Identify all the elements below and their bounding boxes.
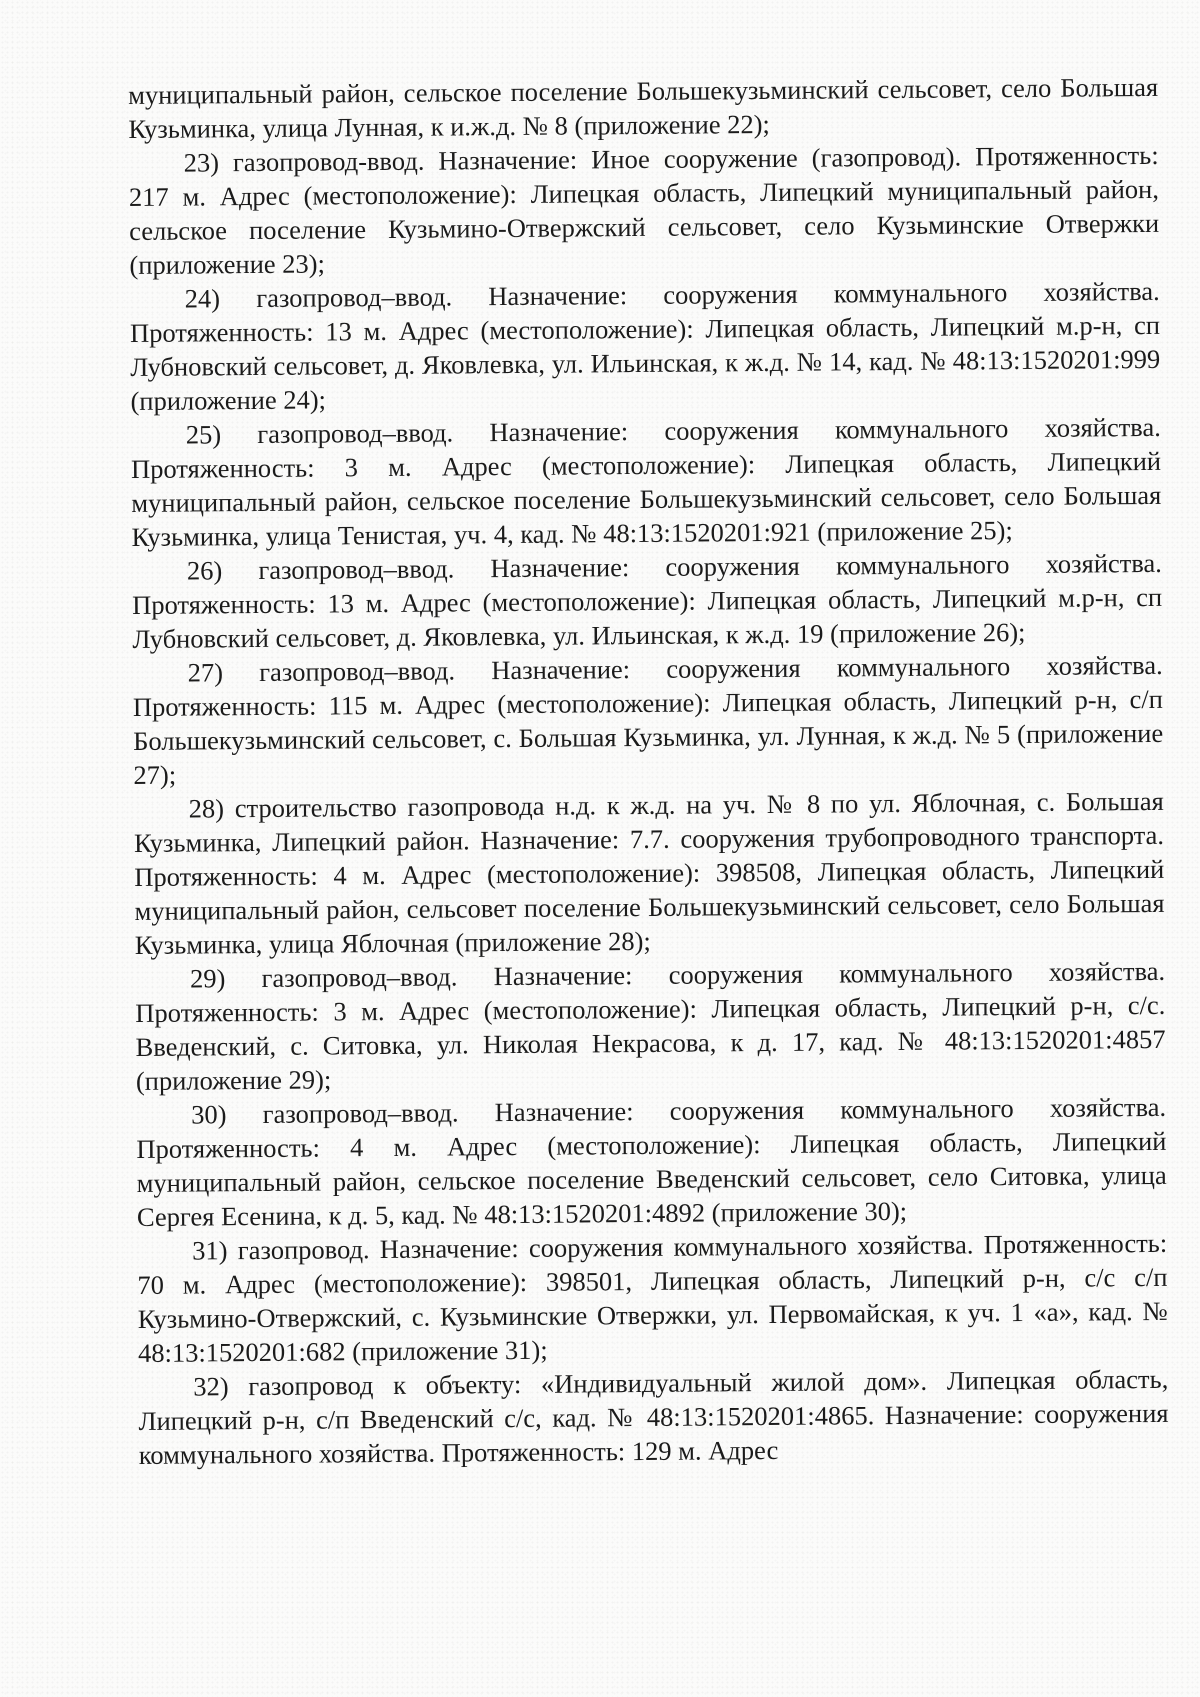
item-text: строительство газопровода н.д. к ж.д. на уч. № 8 по ул. Яблочная, с. Большая Кузьминка, Липецкий район. Назначение: 7.7. сооружения трубопроводного транспорта. Протяженность: 4 м. Адрес (местоположение): 398508, Липецкая область, Липецкий муниципальный район, сельсовет поселение Большекузьминский сельсовет, село Большая Кузьминка, улица Яблочная (приложение 28); [133,785,1165,960]
list-item-31 [137,1226,1168,1370]
item-text: газопровод к объекту: «Индивидуальный жилой дом». Липецкая область, Липецкий р-н, с/п Введенский с/с, кад. № 48:13:1520201:4865. Назначение: сооружения коммунального хозяйства. Протяженность: 129 м. Адрес [138,1363,1169,1470]
item-number: 28) [188,793,225,824]
item-number: 23) [183,147,220,178]
list-item-32 [138,1362,1169,1472]
item-number: 26) [186,555,223,586]
item-text: газопровод–ввод. Назначение: сооружения коммунального хозяйства. Протяженность: 13 м. Адрес (местоположение): Липецкая область, Липецкий м.р-н, сп Лубновский сельсовет, д. Яковлевка, ул. Ильинская, к ж.д. № 14, кад. № 48:13:1520201:999 (приложение 24); [129,275,1161,416]
item-text: газопровод–ввод. Назначение: сооружения коммунального хозяйства. Протяженность: 3 м. Адрес (местоположение): Липецкая область, Липецкий муниципальный район, сельское поселение Большекузьминский сельсовет, село Большая Кузьминка, улица Тенистая, уч. 4, кад. № 48:13:1520201:921 (приложение 25); [130,411,1162,552]
list-item-27 [133,648,1164,792]
item-number: 29) [189,963,226,994]
item-text: газопровод. Назначение: сооружения коммунального хозяйства. Протяженность: 70 м. Адрес (местоположение): 398501, Липецкая область, Липецкий р-н, с/с с/п Кузьмино-Отвержский, с. Кузьминские Отвержки, ул. Первомайская, к уч. 1 «а», кад. № 48:13:1520201:682 (приложение 31); [137,1227,1168,1368]
item-text: газопровод–ввод. Назначение: сооружения коммунального хозяйства. Протяженность: 13 м. Адрес (местоположение): Липецкая область, Липецкий м.р-н, сп Лубновский сельсовет, д. Яковлевка, ул. Ильинская, к ж.д. 19 (приложение 26); [132,547,1163,654]
list-item-29 [135,954,1166,1098]
item-number: 30) [191,1099,227,1130]
list-item-25 [131,410,1162,554]
list-item-28 [134,784,1165,962]
item-number: 25) [185,419,222,450]
list-item-24 [130,274,1161,418]
item-text: газопровод-ввод. Назначение: Иное сооружение (газопровод). Протяженность: 217 м. Адрес (местоположение): Липецкая область, Липецкий муниципальный район, сельское поселение Кузьмино-Отвержский сельсовет, село Кузьминские Отвержки (приложение 23); [128,139,1160,280]
list-item-23 [129,138,1160,282]
document-body [128,70,1169,1472]
item-number: 27) [187,657,224,688]
item-number: 32) [193,1371,229,1402]
item-number: 31) [192,1235,228,1266]
list-item-30 [136,1090,1167,1234]
item-text: газопровод–ввод. Назначение: сооружения коммунального хозяйства. Протяженность: 115 м. Адрес (местоположение): Липецкая область, Липецкий р-н, с/п Большекузьминский сельсовет, с. Большая Кузьминка, ул. Лунная, к ж.д. № 5 (приложение 27); [132,649,1164,790]
item-number: 24) [184,283,221,314]
lead-paragraph: муниципальный район, сельское поселение Большекузьминский сельсовет, село Большая Кузьминка, улица Лунная, к и.ж.д. № 8 (приложение 22); [128,71,1159,144]
item-text: газопровод–ввод. Назначение: сооружения коммунального хозяйства. Протяженность: 3 м. Адрес (местоположение): Липецкая область, Липецкий р-н, с/с. Введенский, с. Ситовка, ул. Николая Некрасова, к д. 17, кад. № 48:13:1520201:4857 (приложение 29); [135,955,1166,1096]
item-text: газопровод–ввод. Назначение: сооружения коммунального хозяйства. Протяженность: 4 м. Адрес (местоположение): Липецкая область, Липецкий муниципальный район, сельское поселение Введенский сельсовет, село Ситовка, улица Сергея Есенина, к д. 5, кад. № 48:13:1520201:4892 (приложение 30); [136,1091,1167,1232]
list-item-26 [132,546,1163,656]
